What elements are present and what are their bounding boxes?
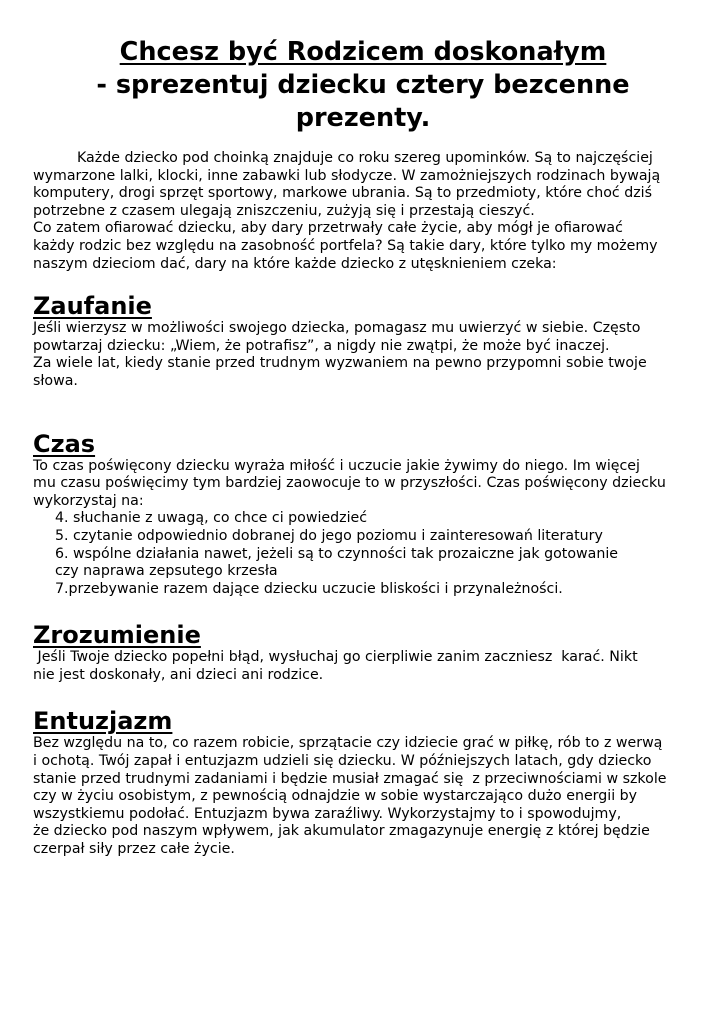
- text-line: Jeśli Twoje dziecko popełni błąd, wysłuchaj go cierpliwie zanim zaczniesz karać. Nikt: [33, 649, 638, 666]
- text-line: Jeśli wierzysz w możliwości swojego dziecka, pomagasz mu uwierzyć w siebie. Często: [33, 320, 641, 337]
- section-heading-entuzjazm: Entuzjazm: [33, 707, 173, 736]
- section-zaufanie: [33, 292, 693, 390]
- text-line: To czas poświęcony dziecku wyraża miłość i uczucie jakie żywimy do niego. Im więcej: [33, 457, 640, 474]
- section-text-entuzjazm: [33, 735, 693, 858]
- text-line: że dziecko pod naszym wpływem, jak akumulator zmagazynuje energię z której będzie: [33, 823, 650, 840]
- title-line-2: - sprezentuj dziecku cztery bezcenne: [96, 70, 630, 100]
- title-line-3: prezenty.: [295, 103, 431, 133]
- text-line: Za wiele lat, kiedy stanie przed trudnym wyzwaniem na pewno przypomni sobie twoje: [33, 355, 647, 372]
- intro-line: Każde dziecko pod choinką znajduje co roku szereg upominków. Są to najczęściej: [77, 150, 653, 166]
- text-line: Bez względu na to, co razem robicie, sprzątacie czy idziecie grać w piłkę, rób to z werwą: [33, 735, 663, 752]
- text-line: czerpał siły przez całe życie.: [33, 841, 235, 858]
- intro-line: potrzebne z czasem ulegają zniszczeniu, zużyją się i przestają cieszyć.: [33, 202, 535, 219]
- document-page: [33, 36, 693, 859]
- list-item: 6. wspólne działania nawet, jeżeli są to czynności tak prozaiczne jak gotowanie: [55, 545, 618, 562]
- text-line: wykorzystaj na:: [33, 492, 144, 509]
- intro-line: komputery, drogi sprzęt sportowy, markowe ubrania. Są to przedmioty, które choć dziś: [33, 185, 653, 202]
- text-line: nie jest doskonały, ani dzieci ani rodzice.: [33, 666, 324, 683]
- intro-line: wymarzone lalki, klocki, inne zabawki lub słodycze. W zamożniejszych rodzinach bywają: [33, 167, 661, 184]
- intro-line: naszym dzieciom dać, dary na które każde dziecko z utęsknieniem czeka:: [33, 255, 557, 272]
- section-heading-zrozumienie: Zrozumienie: [33, 621, 201, 650]
- title-line-1: Chcesz być Rodzicem doskonałym: [119, 37, 607, 67]
- intro-line: Co zatem ofiarować dziecku, aby dary przetrwały całe życie, aby mógł je ofiarować: [33, 220, 623, 237]
- intro-line: każdy rodzic bez względu na zasobność portfela? Są takie dary, które tylko my możemy: [33, 237, 658, 254]
- text-line: i ochotą. Twój zapał i entuzjazm udzieli się dziecku. W późniejszych latach, gdy dziecko: [33, 753, 652, 770]
- list-item: 7.przebywanie razem dające dziecku uczucie bliskości i przynależności.: [55, 580, 563, 597]
- list-item-continuation: czy naprawa zepsutego krzesła: [55, 563, 278, 580]
- text-line: czy w życiu osobistym, z pewnością odnajdzie w sobie wystarczająco dużo energii by: [33, 788, 638, 805]
- text-line: mu czasu poświęcimy tym bardziej zaowocuje to w przyszłości. Czas poświęcony dziecku: [33, 475, 666, 492]
- section-text-czas: [33, 458, 693, 511]
- section-heading-zaufanie: Zaufanie: [33, 292, 152, 321]
- section-zrozumienie: [33, 621, 693, 684]
- list-item: 5. czytanie odpowiednio dobranej do jego poziomu i zainteresowań literatury: [55, 527, 603, 544]
- section-text-zaufanie: [33, 320, 693, 390]
- section-text-zrozumienie: [33, 649, 693, 684]
- list-item: 4. słuchanie z uwagą, co chce ci powiedzieć: [55, 510, 368, 527]
- section-entuzjazm: [33, 707, 693, 858]
- document-title: [33, 36, 693, 135]
- text-line: słowa.: [33, 372, 78, 389]
- text-line: powtarzaj dziecku: „Wiem, że potrafisz”, a nigdy nie zwątpi, że może być inaczej.: [33, 337, 610, 354]
- text-line: wszystkiemu podołać. Entuzjazm bywa zaraźliwy. Wykorzystajmy to i spowodujmy,: [33, 805, 622, 822]
- time-usage-list: [33, 510, 693, 598]
- text-line: stanie przed trudnymi zadaniami i będzie musiał zmagać się z przeciwnościami w szkole: [33, 770, 667, 787]
- section-czas: [33, 430, 693, 599]
- intro-paragraph: [33, 150, 693, 273]
- section-heading-czas: Czas: [33, 429, 96, 458]
